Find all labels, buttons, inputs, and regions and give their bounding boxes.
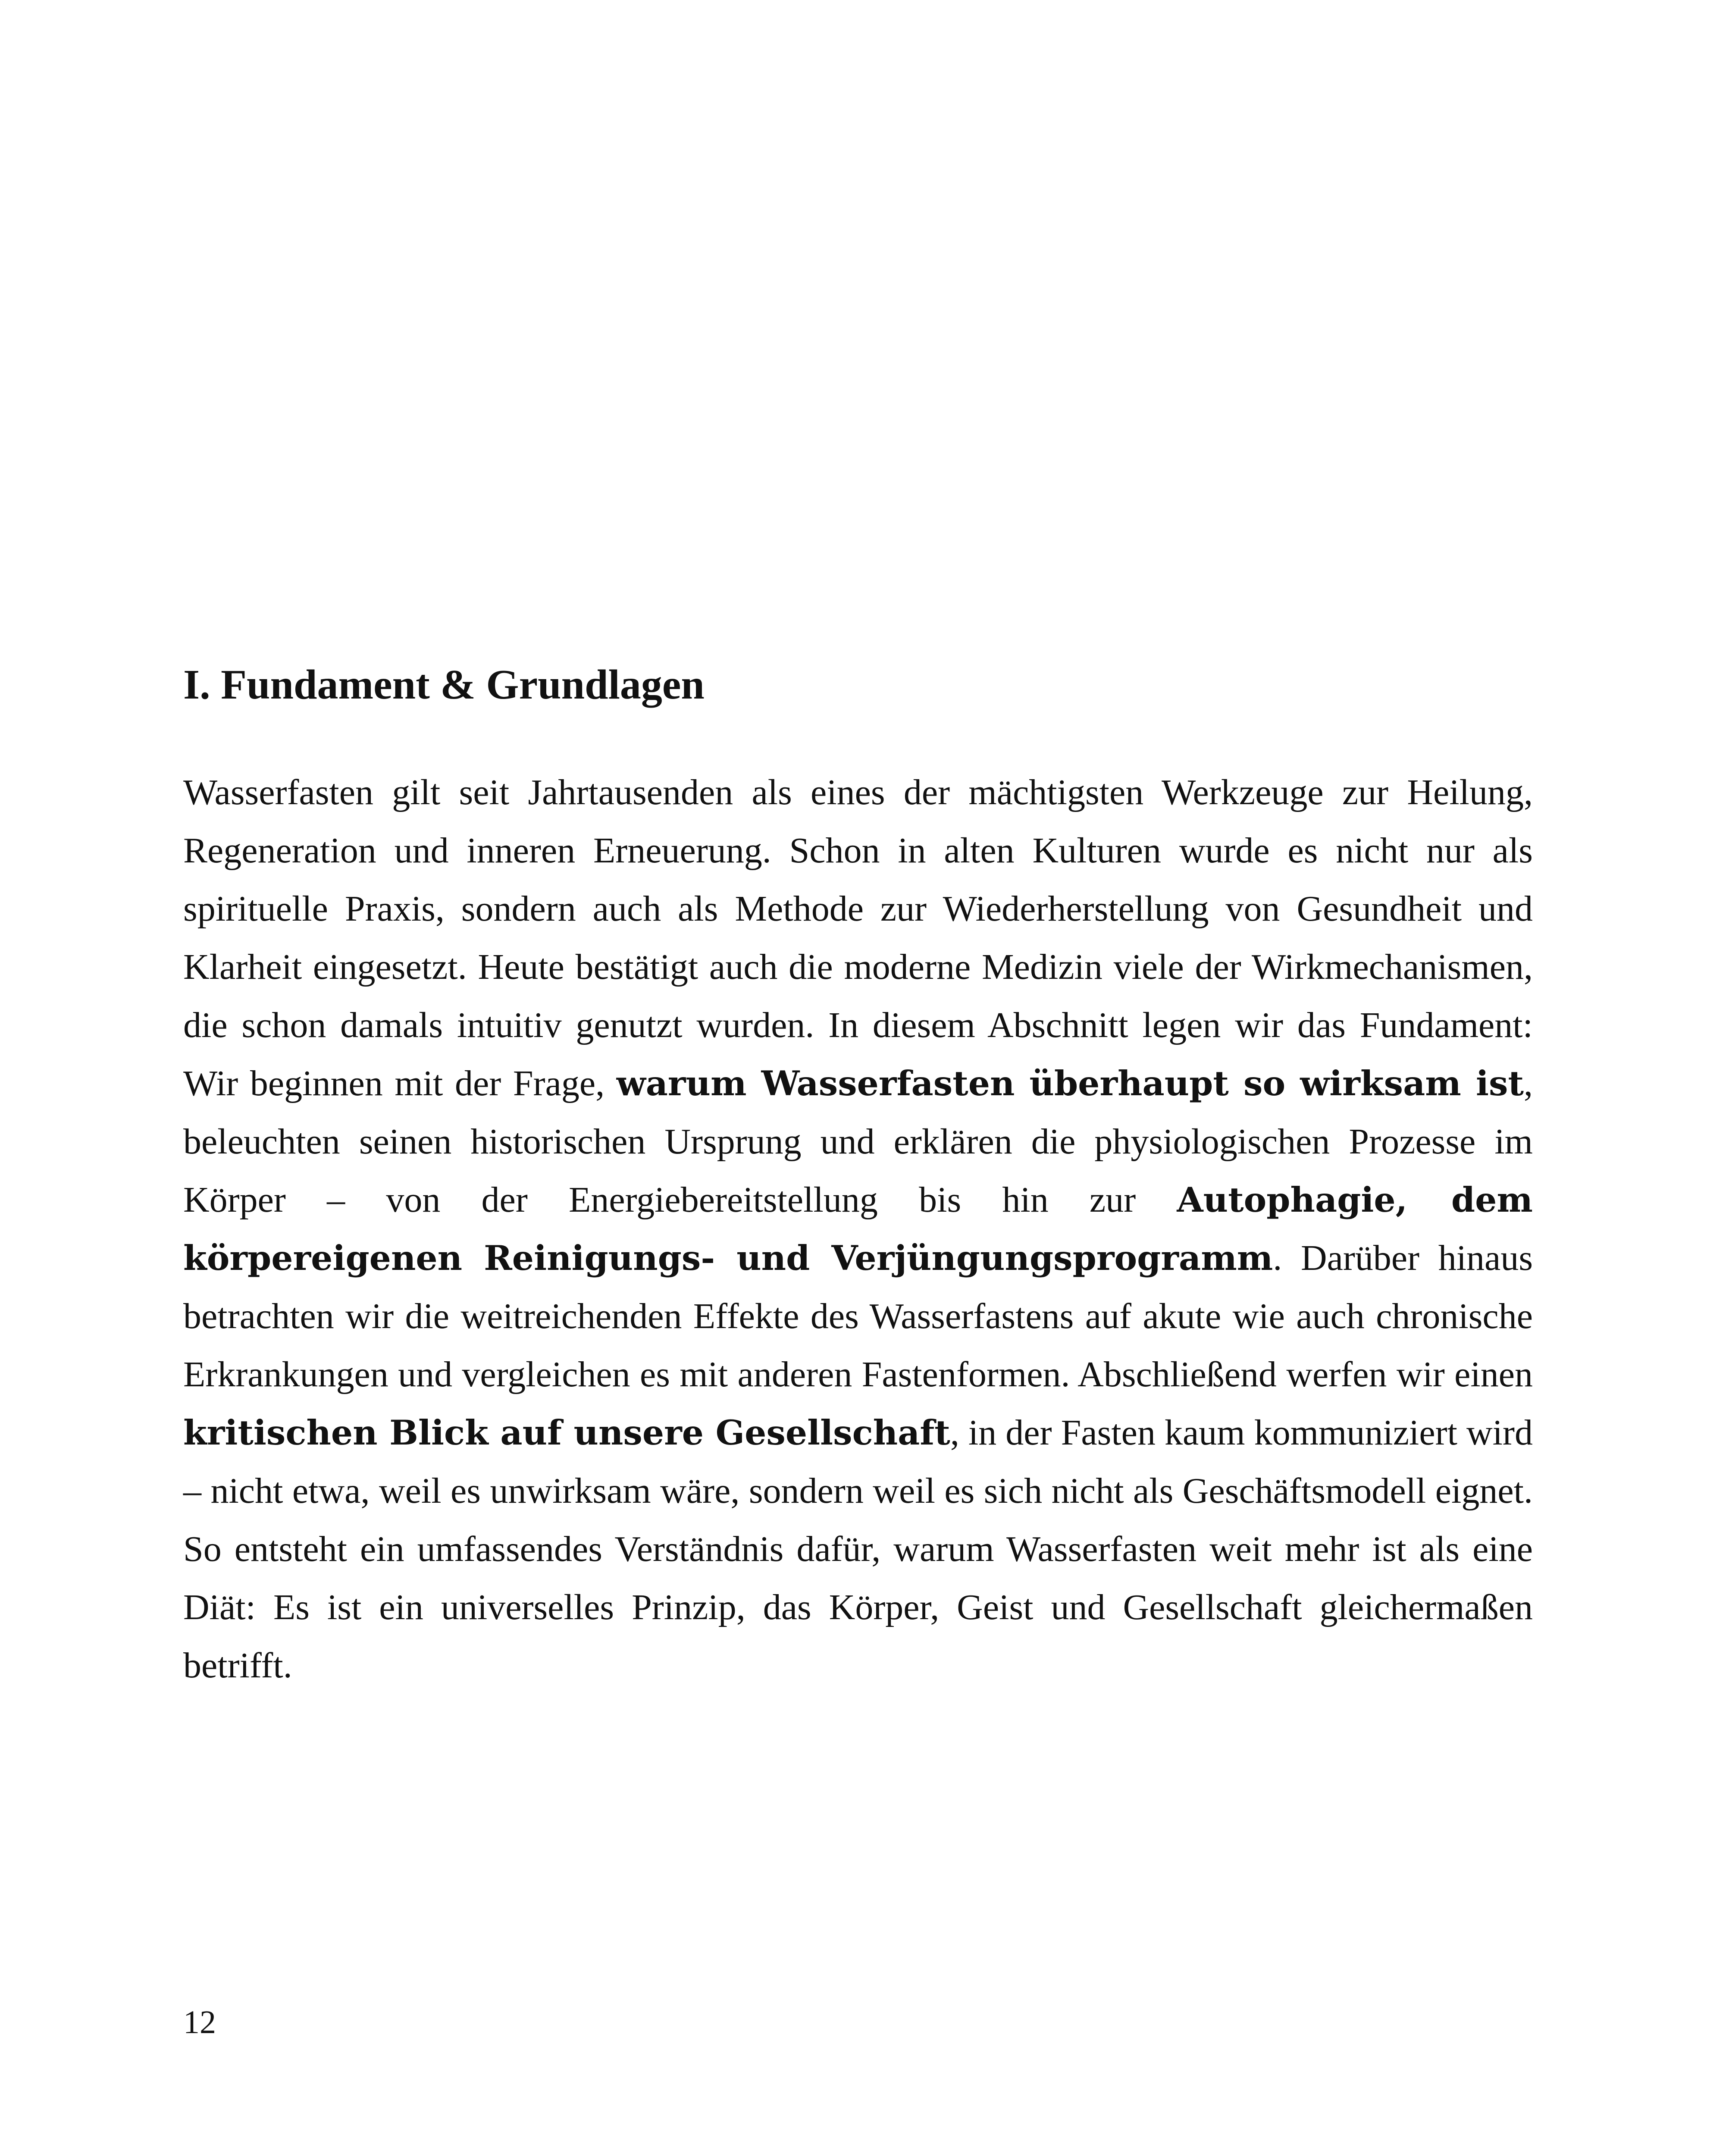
- paragraph-text: . Darüber hinaus betrachten wir die weitreichenden Effekte des Wasserfastens auf akute wie auch chronische Erkrankungen und vergleichen es mit anderen Fastenformen. Abschließend werfen wir einen: [183, 1238, 1533, 1395]
- paragraph-text: , in der Fasten kaum kommuniziert wird – nicht etwa, weil es unwirksam wäre, sondern weil es sich nicht als Geschäftsmodell eignet. So entsteht ein umfassendes Verständnis dafür, warum Wasserfasten weit mehr ist als eine Diät: Es ist ein universelles Prinzip, das Körper, Geist und Gesellschaft gleichermaßen betrifft.: [183, 1413, 1533, 1686]
- emphasis-text: Autophagie, dem körpereigenen Reinigungs- und Verjüngungsprogramm: [183, 1180, 1533, 1278]
- paragraph-text: , beleuchten seinen historischen Ursprung und erklären die physiologischen Prozesse im Körper – von der Energiebereitstellung bis hin zur: [183, 1063, 1533, 1220]
- emphasis-text: warum Wasserfasten überhaupt so wirksam ist: [616, 1063, 1524, 1103]
- page-number: 12: [183, 2004, 216, 2040]
- section-intro-paragraph: [183, 763, 1533, 1695]
- paragraph-text: Wasserfasten gilt seit Jahrtausenden als eines der mächtigsten Werkzeuge zur Heilung, Regeneration und inneren Erneuerung. Schon in alten Kulturen wurde es nicht nur als spirituelle Praxis, sondern auch als Methode zur Wiederherstellung von Gesundheit und Klarheit eingesetzt. Heute bestätigt auch die moderne Medizin viele der Wirkmechanismen, die schon damals intuitiv genutzt wurden. In diesem Abschnitt legen wir das Fundament: Wir beginnen mit der Frage,: [183, 772, 1533, 1103]
- emphasis-text: kritischen Blick auf unsere Gesellschaft: [183, 1413, 950, 1453]
- section-heading: I. Fundament & Grundlagen: [183, 661, 705, 708]
